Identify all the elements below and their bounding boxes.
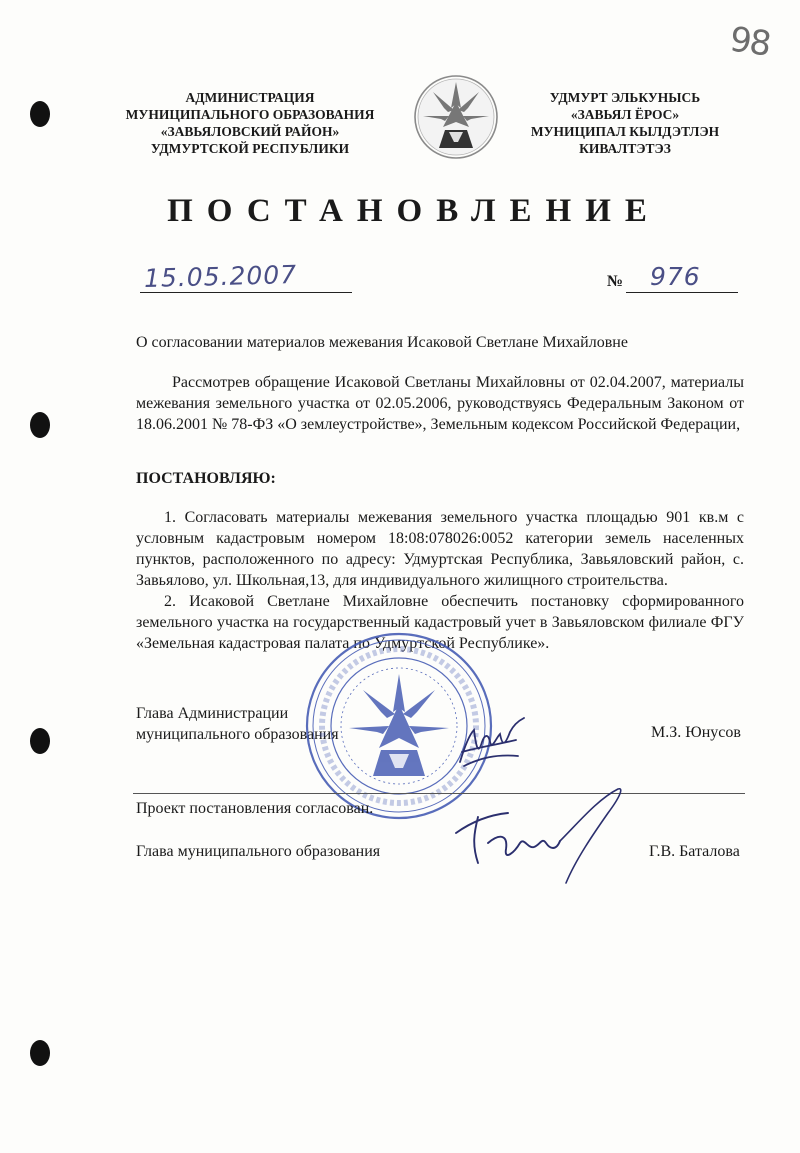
signatory-name: М.З. Юнусов bbox=[651, 724, 741, 741]
approval-note: Проект постановления согласован. bbox=[136, 800, 374, 817]
signatory-title-line: муниципального образования bbox=[136, 726, 339, 743]
header-left-organization bbox=[110, 89, 390, 157]
zavyalovo-emblem-icon bbox=[411, 72, 501, 162]
approver-name: Г.В. Баталова bbox=[649, 843, 740, 860]
header-left-line: УДМУРТСКОЙ РЕСПУБЛИКИ bbox=[150, 141, 350, 156]
header-right-organization bbox=[515, 89, 735, 157]
date-underline bbox=[140, 292, 352, 293]
document-number: 976 bbox=[650, 262, 701, 291]
number-underline bbox=[626, 292, 738, 293]
punch-hole bbox=[30, 101, 50, 127]
header-right-line: КИВАЛТЭТЭЗ bbox=[579, 141, 671, 156]
signatory-title-line: Глава Администрации bbox=[136, 705, 289, 722]
signature-yunusov bbox=[456, 712, 528, 770]
resolution-item: 2. Исаковой Светлане Михайловне обеспечить постановку сформированного земельного участка на государственный кадастровый учет в Завьяловском филиале ФГУ «Земельная кадастровая палата по Удмуртской Республике». bbox=[136, 593, 744, 652]
preamble-paragraph: Рассмотрев обращение Исаковой Светланы Михайловны от 02.04.2007, материалы межевания земельного участка от 02.05.2006, руководствуясь Федеральным Законом от 18.06.2001 № 78-ФЗ «О землеустройстве», Земельным кодексом Российской Федерации, bbox=[136, 374, 744, 433]
punch-hole bbox=[30, 412, 50, 438]
header-right-line: МУНИЦИПАЛ КЫЛДЭТЛЭН bbox=[530, 124, 720, 139]
document-date: 15.05.2007 bbox=[143, 260, 298, 293]
resolve-heading: ПОСТАНОВЛЯЮ: bbox=[136, 470, 276, 487]
approver-title: Глава муниципального образования bbox=[136, 843, 381, 860]
header-left-line: МУНИЦИПАЛЬНОГО ОБРАЗОВАНИЯ bbox=[125, 107, 375, 122]
document-subject: О согласовании материалов межевания Исаковой Светлане Михайловне bbox=[136, 334, 628, 351]
page-number: 98 bbox=[727, 19, 772, 65]
number-label: № bbox=[607, 273, 624, 290]
section-divider bbox=[133, 793, 745, 794]
header-right-line: УДМУРТ ЭЛЬКУНЫСЬ bbox=[549, 90, 701, 105]
header-left-line: АДМИНИСТРАЦИЯ bbox=[185, 90, 315, 105]
punch-hole bbox=[30, 1040, 50, 1066]
punch-hole bbox=[30, 728, 50, 754]
header-right-line: «ЗАВЬЯЛ ЁРОС» bbox=[570, 107, 680, 122]
resolution-item: 1. Согласовать материалы межевания земельного участка площадью 901 кв.м с условным кадастровым номером 18:08:078026:0052 категории земель населенных пунктов, расположенного по адресу: Удмуртская Республика, Завьяловский район, с. Завьялово, ул. Школьная,13, для индивидуального жилищного строительства. bbox=[136, 509, 744, 589]
document-title: ПОСТАНОВЛЕНИЕ bbox=[167, 193, 661, 229]
signature-batalova bbox=[448, 783, 628, 893]
header-left-line: «ЗАВЬЯЛОВСКИЙ РАЙОН» bbox=[160, 124, 340, 139]
